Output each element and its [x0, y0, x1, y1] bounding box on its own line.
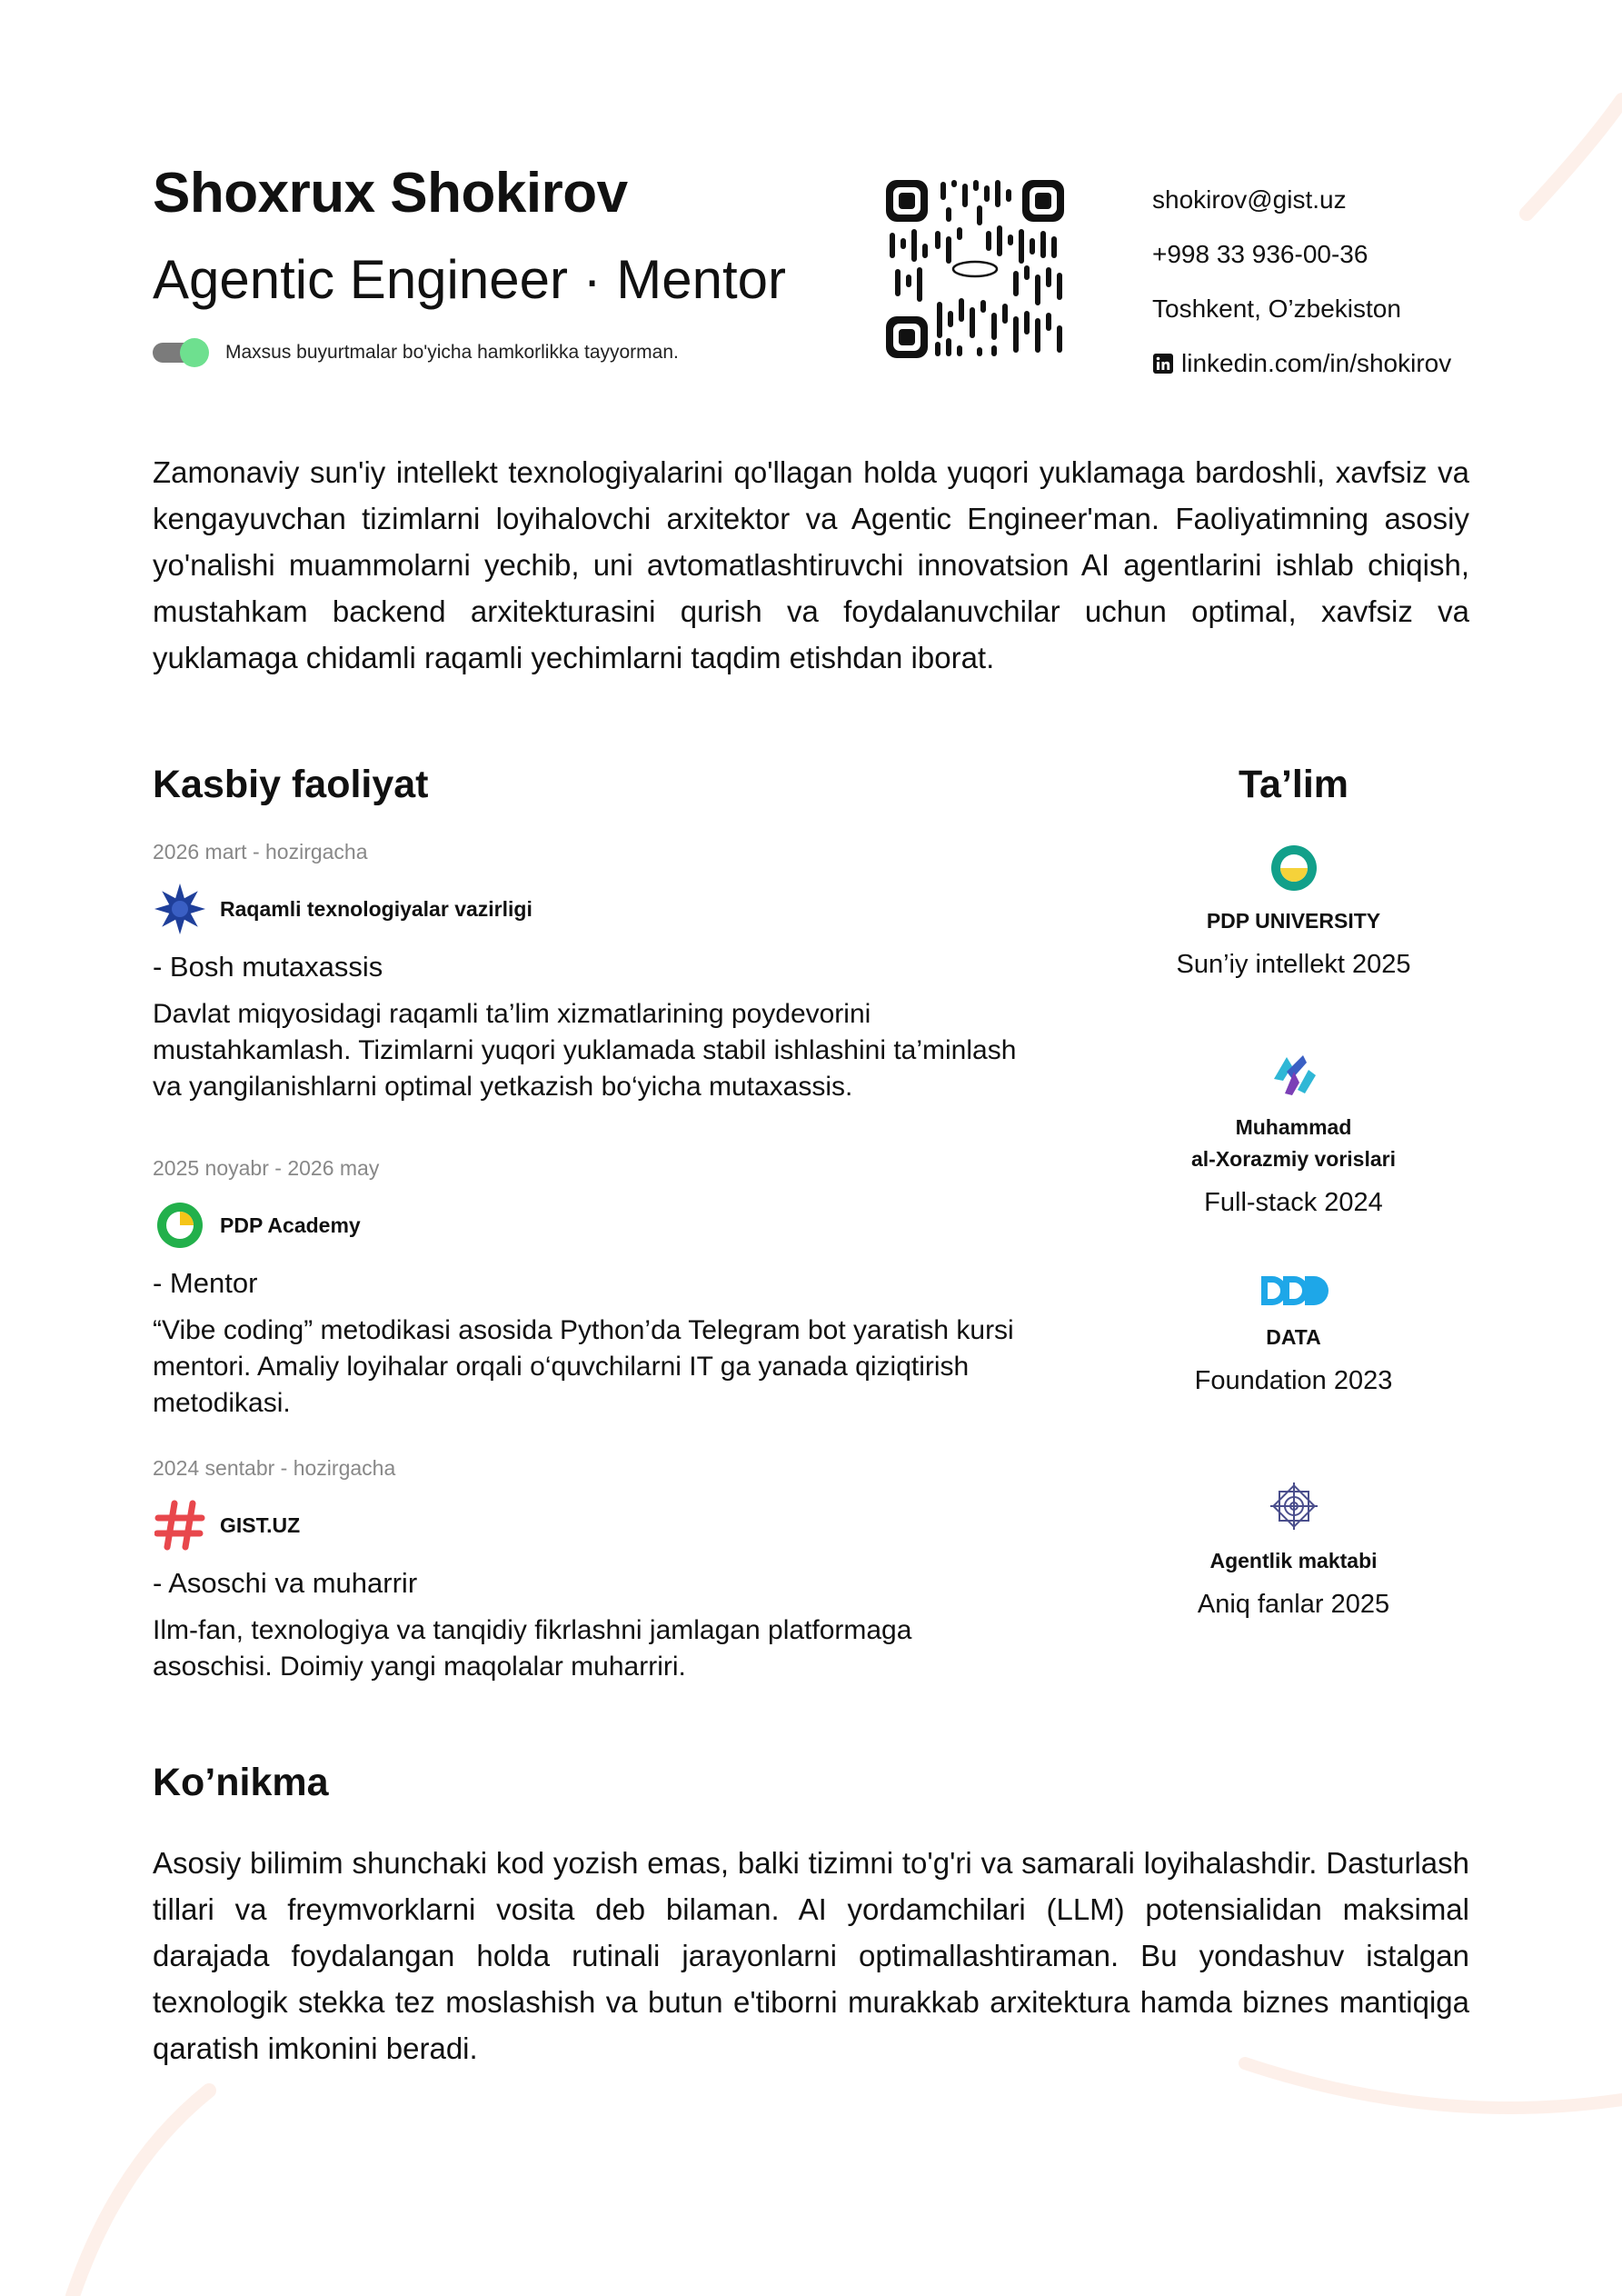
job-entry — [153, 838, 1025, 1105]
al-xorazmiy-logo-icon — [1267, 1050, 1321, 1099]
company-name: GIST.UZ — [220, 1512, 301, 1537]
person-role: Agentic Engineer · Mentor — [153, 249, 787, 310]
job-company — [153, 1198, 1025, 1253]
linkedin-icon — [1152, 353, 1174, 374]
degree: Aniq fanlar 2025 — [1197, 1590, 1390, 1619]
skills-heading: Ko’nikma — [153, 1761, 329, 1804]
job-entry — [153, 1154, 1025, 1422]
job-title: - Bosh mutaxassis — [153, 951, 383, 983]
education-item — [1149, 1480, 1438, 1622]
institution-name: DATA — [1266, 1325, 1321, 1349]
availability-row — [153, 342, 679, 364]
agentlik-maktabi-logo-icon — [1267, 1480, 1321, 1532]
job-date: 2026 mart - hozirgacha — [153, 840, 368, 863]
gist-hash-logo-icon — [153, 1498, 207, 1552]
institution-name: Muhammad al-Xorazmiy vorislari — [1191, 1115, 1396, 1171]
email-link[interactable]: shokirov@gist.uz — [1152, 185, 1347, 214]
person-name: Shoxrux Shokirov — [153, 162, 628, 225]
contact-info — [1152, 173, 1451, 391]
linkedin-text: linkedin.com/in/shokirov — [1181, 349, 1452, 377]
job-entry — [153, 1454, 1025, 1685]
education-item — [1149, 844, 1438, 983]
institution-name: PDP UNIVERSITY — [1206, 909, 1381, 933]
degree: Full-stack 2024 — [1204, 1188, 1383, 1217]
job-company — [153, 1498, 1025, 1552]
job-description: Ilm-fan, texnologiya va tanqidiy fikrlashni jamlagan platformaga asoschisi. Doimiy yangi maqolalar muharriri. — [153, 1615, 912, 1682]
job-title: - Asoschi va muharrir — [153, 1567, 418, 1599]
pdp-academy-logo-icon — [153, 1198, 207, 1253]
toggle-knob — [180, 338, 209, 367]
qr-code[interactable] — [886, 180, 1064, 358]
location: Toshkent, O’zbekiston — [1152, 294, 1401, 323]
degree: Sun’iy intellekt 2025 — [1176, 950, 1411, 979]
job-company — [153, 882, 1025, 936]
education-item — [1149, 1273, 1438, 1399]
pdp-university-logo-icon — [1269, 844, 1318, 893]
availability-toggle[interactable] — [153, 343, 205, 363]
data-logo-icon — [1259, 1273, 1328, 1309]
job-title: - Mentor — [153, 1267, 258, 1299]
job-date: 2024 sentabr - hozirgacha — [153, 1456, 396, 1480]
degree: Foundation 2023 — [1194, 1366, 1393, 1395]
institution-name: Agentlik maktabi — [1209, 1549, 1378, 1572]
linkedin-link[interactable] — [1152, 336, 1451, 391]
education-item — [1149, 1050, 1438, 1221]
experience-heading: Kasbiy faoliyat — [153, 763, 429, 806]
company-name: Raqamli texnologiyalar vazirligi — [220, 896, 532, 921]
skills-text: Asosiy bilimim shunchaki kod yozish emas, balki tizimni to'g'ri va samarali loyihalashdir. Dasturlash tillari va freymvorklarni vosita deb bilaman. AI yordamchilari (LLM) potensialidan maksimal darajada foydalangan holda rutinali jarayonlarni optimallashtiraman. Bu yondashuv istalgan texnologik stekka tez moslashish va butun e'tiborni murakkab arxitektura hamda biznes mantiqiga qaratish imkonini beradi. — [153, 1846, 1469, 2065]
job-description: “Vibe coding” metodikasi asosida Python’da Telegram bot yaratish kursi mentori. Amaliy loyihalar orqali o‘quvchilarni IT ga yanada qiziqtirish metodikasi. — [153, 1315, 1014, 1418]
job-date: 2025 noyabr - 2026 may — [153, 1156, 380, 1180]
availability-text: Maxsus buyurtmalar bo'yicha hamkorlikka tayyorman. — [225, 342, 679, 363]
company-name: PDP Academy — [220, 1213, 361, 1237]
profile-summary: Zamonaviy sun'iy intellekt texnologiyalarini qo'llagan holda yuqori yuklamaga bardoshli, xavfsiz va kengayuvchan tizimlarni loyihalovchi arxitektor va Agentic Engineer'man. Faoliyatimning asosiy yo'nalishi muammolarni yechib, uni avtomatlashtiruvchi innovatsion AI agentlarini ishlab chiqish, mustahkam backend arxitekturasini qurish va foydalanuvchilar uchun optimal, xavfsiz va yuklamaga chidamli raqamli yechimlarni taqdim etishdan iborat. — [153, 455, 1469, 674]
ministry-logo-icon — [153, 882, 207, 936]
job-description: Davlat miqyosidagi raqamli ta’lim xizmatlarining poydevorini mustahkamlash. Tizimlarni yuqori yuklamada stabil ishlashini ta’minlash va yangilanishlarni optimal yetkazish bo‘yicha mutaxassis. — [153, 999, 1017, 1102]
phone-number[interactable]: +998 33 936-00-36 — [1152, 240, 1368, 268]
education-heading: Ta’lim — [1238, 763, 1349, 806]
